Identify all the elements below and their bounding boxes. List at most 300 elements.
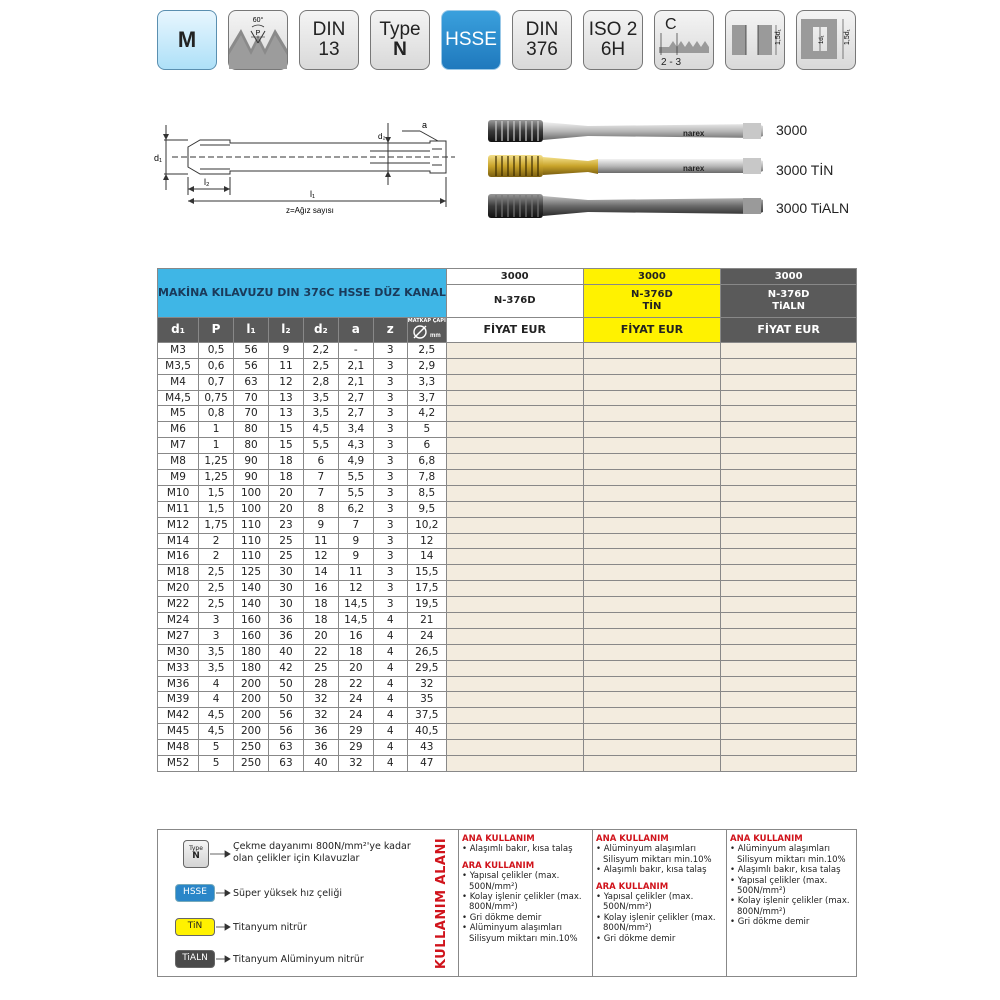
- price-cell: [721, 597, 857, 613]
- cell-size: M5: [158, 406, 199, 422]
- table-cell: 3: [199, 613, 234, 629]
- table-cell: 5: [407, 422, 446, 438]
- table-cell: 63: [268, 756, 303, 772]
- usage-col-3: [730, 834, 854, 928]
- table-row: [158, 740, 857, 756]
- table-cell: 25: [268, 549, 303, 565]
- usage-2-sub-2: • Gri dökme demir: [596, 933, 676, 944]
- table-cell: 250: [234, 740, 269, 756]
- table-cell: 20: [303, 628, 338, 644]
- table-cell: 13: [268, 406, 303, 422]
- table-cell: 12: [338, 581, 373, 597]
- price-cell: [583, 628, 721, 644]
- table-cell: 2,5: [199, 565, 234, 581]
- table-cell: 1: [199, 422, 234, 438]
- table-cell: 0,5: [199, 342, 234, 358]
- price-cell: [446, 358, 583, 374]
- chamfer-icon: [655, 11, 713, 69]
- table-cell: 36: [303, 724, 338, 740]
- table-cell: 3,3: [407, 374, 446, 390]
- usage-1-main-0: • Alaşımlı bakır, kısa talaş: [462, 844, 573, 855]
- price-cell: [446, 470, 583, 486]
- price-cell: [583, 485, 721, 501]
- table-cell: 1,75: [199, 517, 234, 533]
- price-cell: [721, 454, 857, 470]
- table-cell: 24: [338, 708, 373, 724]
- table-cell: 15: [268, 438, 303, 454]
- legend-tialn-text: Titanyum Alüminyum nitrür: [233, 954, 364, 965]
- table-row: [158, 438, 857, 454]
- svg-text:1,5d₁: 1,5d₁: [775, 29, 782, 45]
- table-cell: 5: [199, 756, 234, 772]
- price-cell: [721, 724, 857, 740]
- table-cell: 8: [303, 501, 338, 517]
- table-cell: 6: [303, 454, 338, 470]
- table-cell: 20: [338, 660, 373, 676]
- table-cell: 3: [373, 438, 407, 454]
- price-cell: [583, 613, 721, 629]
- table-cell: 18: [268, 470, 303, 486]
- table-cell: 28: [303, 676, 338, 692]
- price-cell: [446, 517, 583, 533]
- through-hole-icon: [726, 11, 784, 69]
- table-cell: 3: [373, 485, 407, 501]
- table-row: [158, 708, 857, 724]
- badge-type-line1: Type: [379, 19, 421, 41]
- cell-size: M16: [158, 549, 199, 565]
- table-cell: 3: [373, 470, 407, 486]
- table-cell: 3,5: [199, 644, 234, 660]
- table-cell: 32: [407, 676, 446, 692]
- tool-label-3000-tialn: 3000 TiALN: [776, 200, 850, 216]
- badge-hsse-label: HSSE: [445, 29, 497, 51]
- table-cell: 18: [303, 613, 338, 629]
- table-cell: 30: [268, 581, 303, 597]
- price-cell: [583, 374, 721, 390]
- price-cell: [721, 438, 857, 454]
- tap-technical-drawing: [150, 115, 460, 220]
- usage-2-sub-1: • Kolay işlenir çelikler (max. 800N/mm²): [596, 912, 716, 934]
- cell-size: M4,5: [158, 390, 199, 406]
- col-z: z: [373, 317, 407, 342]
- table-cell: 5,5: [338, 470, 373, 486]
- svg-text:l₁: l₁: [310, 189, 316, 199]
- price-header-3: FİYAT EUR: [721, 317, 857, 342]
- table-row: [158, 613, 857, 629]
- table-cell: 23: [268, 517, 303, 533]
- cell-size: M4: [158, 374, 199, 390]
- price-cell: [721, 613, 857, 629]
- table-cell: 80: [234, 422, 269, 438]
- price-cell: [583, 756, 721, 772]
- table-cell: 110: [234, 517, 269, 533]
- svg-text:C: C: [665, 16, 677, 33]
- tool-3000: [488, 120, 763, 142]
- table-cell: 9,5: [407, 501, 446, 517]
- table-cell: 24: [338, 692, 373, 708]
- price-cell: [583, 422, 721, 438]
- table-cell: 13: [268, 390, 303, 406]
- badge-thread-angle: [228, 10, 288, 70]
- table-cell: 32: [303, 692, 338, 708]
- legend-box: [157, 829, 857, 977]
- table-cell: 56: [234, 342, 269, 358]
- table-cell: 7: [303, 485, 338, 501]
- table-cell: 25: [268, 533, 303, 549]
- price-cell: [721, 549, 857, 565]
- table-cell: 21: [407, 613, 446, 629]
- table-cell: 16: [338, 628, 373, 644]
- table-cell: 90: [234, 454, 269, 470]
- price-cell: [583, 549, 721, 565]
- table-cell: 11: [338, 565, 373, 581]
- price-cell: [446, 644, 583, 660]
- table-row: [158, 565, 857, 581]
- usage-1-title2: ARA KULLANIM: [462, 860, 535, 871]
- table-cell: 15: [268, 422, 303, 438]
- table-cell: 36: [303, 740, 338, 756]
- table-cell: 30: [268, 597, 303, 613]
- cell-size: M24: [158, 613, 199, 629]
- price-cell: [583, 454, 721, 470]
- price-cell: [583, 724, 721, 740]
- table-cell: 50: [268, 692, 303, 708]
- table-cell: 3,5: [303, 390, 338, 406]
- drill-header-label: MATKAP ÇAPI: [407, 317, 446, 324]
- table-row: [158, 549, 857, 565]
- table-row: [158, 390, 857, 406]
- price-cell: [446, 724, 583, 740]
- legend-tin-badge: TiN: [175, 918, 215, 936]
- table-row: [158, 660, 857, 676]
- price-cell: [583, 533, 721, 549]
- table-cell: 160: [234, 613, 269, 629]
- svg-text:d₂: d₂: [378, 132, 386, 141]
- price-cell: [721, 422, 857, 438]
- table-cell: 35: [407, 692, 446, 708]
- table-cell: 110: [234, 549, 269, 565]
- table-cell: 40: [268, 644, 303, 660]
- table-cell: 70: [234, 406, 269, 422]
- price-cell: [721, 485, 857, 501]
- table-cell: 29,5: [407, 660, 446, 676]
- table-cell: 18: [338, 644, 373, 660]
- table-cell: 0,8: [199, 406, 234, 422]
- legend-tialn-badge: TiALN: [175, 950, 215, 968]
- price-cell: [446, 485, 583, 501]
- table-row: [158, 342, 857, 358]
- table-row: [158, 517, 857, 533]
- table-cell: 11: [268, 358, 303, 374]
- col-l1: l₁: [234, 317, 269, 342]
- svg-text:l₂: l₂: [204, 177, 210, 187]
- table-cell: 3: [373, 549, 407, 565]
- table-cell: 180: [234, 644, 269, 660]
- table-cell: 2,1: [338, 374, 373, 390]
- tool-3000-tialn: [488, 194, 763, 218]
- table-cell: 25: [303, 660, 338, 676]
- legend-type-text: Çekme dayanımı 800N/mm²'ye kadar olan çelikler için Kılavuzlar: [233, 841, 411, 864]
- table-cell: 4,5: [199, 708, 234, 724]
- usage-1-sub-2: • Gri dökme demir: [462, 912, 542, 923]
- table-cell: 3: [373, 517, 407, 533]
- table-cell: -: [338, 342, 373, 358]
- table-cell: 200: [234, 676, 269, 692]
- usage-3-main-4: • Gri dökme demir: [730, 917, 810, 928]
- table-cell: 2,9: [407, 358, 446, 374]
- table-cell: 3: [373, 501, 407, 517]
- cell-size: M9: [158, 470, 199, 486]
- svg-text:narex: narex: [683, 129, 705, 138]
- price-cell: [446, 660, 583, 676]
- badge-type-line2: N: [393, 39, 407, 60]
- table-cell: 29: [338, 724, 373, 740]
- price-cell: [446, 390, 583, 406]
- table-cell: 3: [373, 358, 407, 374]
- table-cell: 16: [303, 581, 338, 597]
- table-cell: 40,5: [407, 724, 446, 740]
- tool-label-3000: 3000: [776, 122, 808, 138]
- table-cell: 10,2: [407, 517, 446, 533]
- table-cell: 200: [234, 724, 269, 740]
- svg-text:mm: mm: [429, 332, 441, 339]
- price-cell: [721, 676, 857, 692]
- spec-table: [157, 268, 857, 772]
- table-cell: 19,5: [407, 597, 446, 613]
- table-row: [158, 533, 857, 549]
- price-cell: [446, 613, 583, 629]
- legend-divider-2: [592, 830, 593, 976]
- table-body: [158, 342, 857, 771]
- price-cell: [583, 581, 721, 597]
- table-cell: 4: [373, 756, 407, 772]
- usage-3-main-0: • Alüminyum alaşımları Silisyum miktarı min.10%: [730, 844, 846, 865]
- table-cell: 3,5: [303, 406, 338, 422]
- table-cell: 7,8: [407, 470, 446, 486]
- badge-din376: [512, 10, 572, 70]
- legend-divider-1: [458, 830, 459, 976]
- usage-2-sub-0: • Yapısal çelikler (max. 500N/mm²): [596, 892, 694, 913]
- table-cell: 200: [234, 708, 269, 724]
- price-cell: [583, 565, 721, 581]
- price-cell: [583, 342, 721, 358]
- table-cell: 1,5: [199, 485, 234, 501]
- table-cell: 70: [234, 390, 269, 406]
- price-cell: [446, 549, 583, 565]
- table-cell: 15,5: [407, 565, 446, 581]
- table-cell: 63: [268, 740, 303, 756]
- badge-through-hole: [725, 10, 785, 70]
- price-cell: [583, 644, 721, 660]
- price-cell: [721, 581, 857, 597]
- price-cell: [446, 501, 583, 517]
- price-cell: [721, 358, 857, 374]
- svg-text:2 - 3: 2 - 3: [661, 57, 682, 68]
- thread-angle-icon: [229, 11, 287, 69]
- table-cell: 14,5: [338, 613, 373, 629]
- table-cell: 0,75: [199, 390, 234, 406]
- legend-type-badge: Type N: [183, 840, 209, 868]
- table-cell: 18: [303, 597, 338, 613]
- price-cell: [446, 708, 583, 724]
- table-cell: 3,5: [199, 660, 234, 676]
- variant-code-1: 3000: [446, 269, 583, 285]
- price-cell: [721, 533, 857, 549]
- usage-1-title: ANA KULLANIM: [462, 834, 535, 844]
- table-cell: 2: [199, 533, 234, 549]
- cell-size: M3: [158, 342, 199, 358]
- price-cell: [721, 342, 857, 358]
- table-cell: 140: [234, 597, 269, 613]
- price-cell: [583, 358, 721, 374]
- cell-size: M10: [158, 485, 199, 501]
- table-row: [158, 724, 857, 740]
- legend-hsse-badge: HSSE: [175, 884, 215, 902]
- table-cell: 3: [373, 454, 407, 470]
- table-row: [158, 454, 857, 470]
- price-cell: [721, 565, 857, 581]
- col-p: P: [199, 317, 234, 342]
- table-cell: 110: [234, 533, 269, 549]
- table-cell: 3,4: [338, 422, 373, 438]
- price-cell: [583, 501, 721, 517]
- table-cell: 4,5: [303, 422, 338, 438]
- table-cell: 2: [199, 549, 234, 565]
- legend-tin-text: Titanyum nitrür: [233, 922, 307, 933]
- price-cell: [721, 628, 857, 644]
- table-row: [158, 406, 857, 422]
- table-row: [158, 628, 857, 644]
- price-header-1: FİYAT EUR: [446, 317, 583, 342]
- price-cell: [583, 740, 721, 756]
- table-cell: 36: [268, 628, 303, 644]
- table-cell: 2,8: [303, 374, 338, 390]
- price-cell: [583, 597, 721, 613]
- legend-arrows: [208, 845, 232, 965]
- table-cell: 1,25: [199, 470, 234, 486]
- table-cell: 14: [303, 565, 338, 581]
- table-row: [158, 581, 857, 597]
- price-cell: [721, 374, 857, 390]
- col-l2: l₂: [268, 317, 303, 342]
- usage-2-main-0: • Alüminyum alaşımları Silisyum miktarı min.10%: [596, 844, 712, 865]
- table-cell: 4: [373, 740, 407, 756]
- variant-model-2: N-376D TİN: [583, 284, 721, 317]
- usage-3-main-3: • Kolay işlenir çelikler (max. 800N/mm²): [730, 896, 850, 917]
- badge-m-label: M: [177, 27, 197, 53]
- table-cell: 4: [199, 676, 234, 692]
- price-cell: [446, 454, 583, 470]
- cell-size: M36: [158, 676, 199, 692]
- table-cell: 160: [234, 628, 269, 644]
- table-cell: 43: [407, 740, 446, 756]
- table-cell: 180: [234, 660, 269, 676]
- table-cell: 4: [373, 628, 407, 644]
- svg-text:a: a: [422, 120, 428, 130]
- cell-size: M14: [158, 533, 199, 549]
- table-cell: 3: [373, 342, 407, 358]
- usage-3-main-1: • Alaşımlı bakır, kısa talaş: [730, 865, 841, 876]
- table-cell: 80: [234, 438, 269, 454]
- price-cell: [446, 692, 583, 708]
- price-cell: [446, 406, 583, 422]
- table-cell: 9: [338, 549, 373, 565]
- variant-model-3: N-376D TiALN: [721, 284, 857, 317]
- table-cell: 12: [268, 374, 303, 390]
- table-title: MAKİNA KILAVUZU DIN 376C HSSE DÜZ KANAL: [158, 269, 447, 318]
- blind-hole-icon: [797, 11, 855, 69]
- table-cell: 6,2: [338, 501, 373, 517]
- price-cell: [446, 581, 583, 597]
- usage-2-title: ANA KULLANIM: [596, 834, 669, 844]
- table-cell: 7: [338, 517, 373, 533]
- tool-3000-tin: [488, 155, 763, 177]
- price-cell: [446, 740, 583, 756]
- table-cell: 56: [234, 358, 269, 374]
- table-cell: 2,1: [338, 358, 373, 374]
- cell-size: M18: [158, 565, 199, 581]
- price-cell: [721, 644, 857, 660]
- price-cell: [721, 740, 857, 756]
- table-cell: 1,5: [199, 501, 234, 517]
- table-cell: 63: [234, 374, 269, 390]
- table-cell: 2,5: [407, 342, 446, 358]
- badge-blind-hole: [796, 10, 856, 70]
- price-cell: [721, 501, 857, 517]
- legend-hsse-text: Süper yüksek hız çeliği: [233, 888, 342, 899]
- svg-text:P: P: [255, 30, 261, 37]
- table-cell: 22: [303, 644, 338, 660]
- svg-text:z=Ağız sayısı: z=Ağız sayısı: [286, 206, 334, 215]
- cell-size: M22: [158, 597, 199, 613]
- table-row: [158, 692, 857, 708]
- table-cell: 22: [338, 676, 373, 692]
- table-row: [158, 501, 857, 517]
- cell-size: M42: [158, 708, 199, 724]
- table-cell: 8,5: [407, 485, 446, 501]
- table-cell: 4: [373, 724, 407, 740]
- cell-size: M48: [158, 740, 199, 756]
- table-cell: 3: [373, 533, 407, 549]
- usage-col-1: [462, 834, 590, 944]
- price-cell: [721, 756, 857, 772]
- table-cell: 200: [234, 692, 269, 708]
- table-row: [158, 358, 857, 374]
- table-cell: 42: [268, 660, 303, 676]
- table-row: [158, 756, 857, 772]
- cell-size: M3,5: [158, 358, 199, 374]
- table-cell: 12: [303, 549, 338, 565]
- cell-size: M30: [158, 644, 199, 660]
- table-cell: 4: [373, 676, 407, 692]
- table-cell: 20: [268, 501, 303, 517]
- price-cell: [721, 660, 857, 676]
- table-cell: 5,5: [338, 485, 373, 501]
- table-cell: 100: [234, 501, 269, 517]
- table-cell: 0,7: [199, 374, 234, 390]
- variant-code-3: 3000: [721, 269, 857, 285]
- price-cell: [583, 708, 721, 724]
- price-cell: [583, 660, 721, 676]
- badge-metric-thread: [157, 10, 217, 70]
- price-cell: [446, 438, 583, 454]
- table-cell: 9: [303, 517, 338, 533]
- price-cell: [446, 565, 583, 581]
- table-cell: 4: [373, 692, 407, 708]
- table-cell: 20: [268, 485, 303, 501]
- price-cell: [721, 517, 857, 533]
- usage-1-sub-1: • Kolay işlenir çelikler (max. 800N/mm²): [462, 892, 582, 913]
